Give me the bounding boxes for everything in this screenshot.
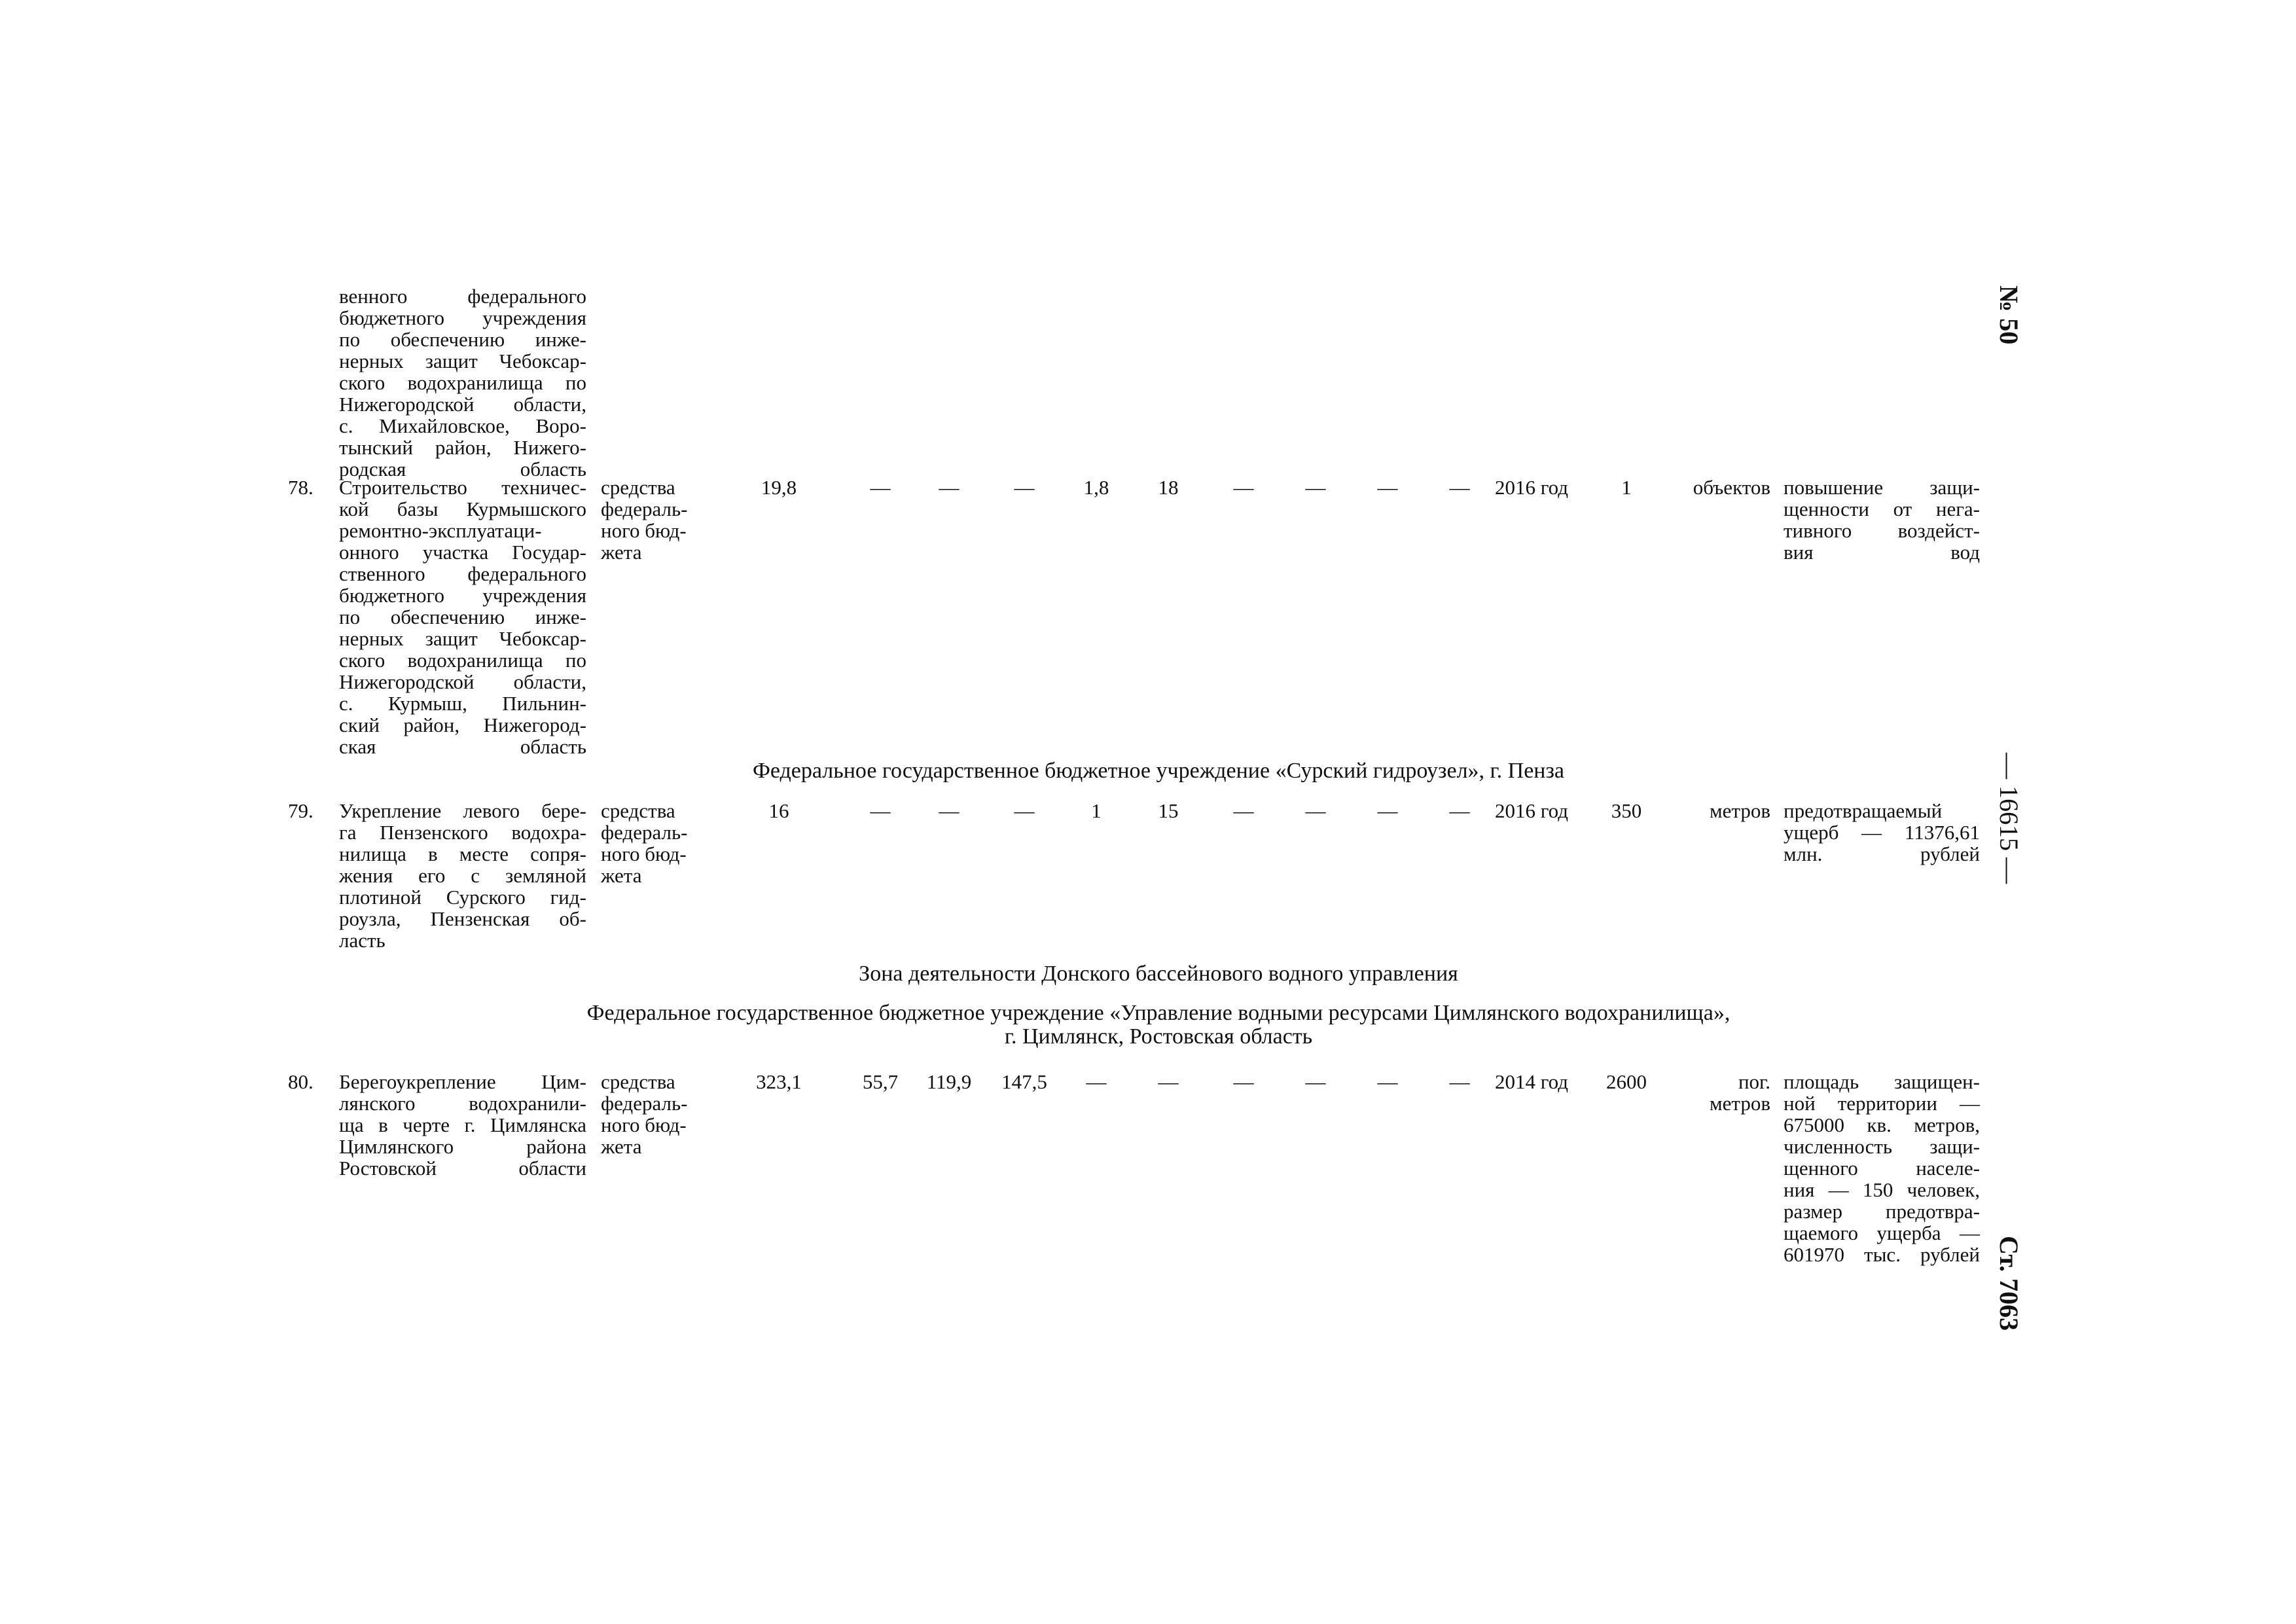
capacity-value: 1 [1621,476,1632,499]
total-value: 323,1 [756,1070,802,1093]
year-value: 119,9 [926,1070,972,1093]
year-value: — [1014,476,1035,499]
effect-description: предотвращаемый ущерб — 11376,61 млн. рублей [1784,799,1980,865]
year-value: — [1449,476,1470,499]
year-value: 55,7 [862,1070,899,1093]
section-heading-don-zone: Зона деятельности Донского бассейнового водного управления [859,962,1458,986]
page-range: — 16615 — [1994,753,2024,884]
object-name: Строительство техничес- кой базы Курмышского ремонтно-эксплуатаци- онного участка Государ- ственного федерального бюджетного учреждения по обеспечению инже- нерных защит Чебоксар- ского водохранилища по Нижегородской области, с. Курмыш, Пильнин- ский район, Нижегород- ская область [339,476,586,758]
funding-source: средства федераль- ного бюд- жета [601,476,688,564]
effect-description: площадь защищен- ной территории — 675000 кв. метров, численность защи- щенного населе- ния — 150 человек, размер предотвра- щаемого ущерба — 601970 тыс. рублей [1784,1070,1980,1266]
year-value: — [1449,799,1470,822]
capacity-value: 2600 [1606,1070,1647,1093]
year-value: — [939,476,960,499]
funding-source: средства федераль- ного бюд- жета [601,799,688,887]
capacity-unit: объектов [1693,476,1770,499]
year-value: 147,5 [1001,1070,1047,1093]
row-number: 78. [288,476,314,499]
article-number: Ст. 7063 [1994,1236,2024,1331]
total-value: 16 [768,799,789,822]
object-name: Укрепление левого бере- га Пензенского водохра- нилища в месте сопря- жения его с земляной плотиной Сурского гид- роузла, Пензенская об- ласть [339,799,586,952]
capacity-unit: пог. метров [1710,1070,1770,1115]
year-value: — [1305,799,1326,822]
year-value: — [1086,1070,1107,1093]
issue-number: № 50 [1994,285,2024,345]
year-value: — [1305,1070,1326,1093]
year-value: 15 [1158,799,1179,822]
year-value: — [1377,476,1398,499]
object-name: Берегоукрепление Цим- лянского водохранили- ща в черте г. Цимлянска Цимлянского района Ростовской области [339,1070,586,1180]
year-value: — [1305,476,1326,499]
section-heading-sura: Федеральное государственное бюджетное учреждение «Сурский гидроузел», г. Пенза [752,759,1565,783]
year-value: 1,8 [1083,476,1109,499]
capacity-value: 350 [1611,799,1642,822]
year-value: — [1233,476,1254,499]
year-value: — [1158,1070,1179,1093]
year-value: 1 [1091,799,1102,822]
section-heading-tsimlyansk-line1: Федеральное государственное бюджетное учреждение «Управление водными ресурсами Цимлянского водохранилища», [586,1001,1731,1025]
year-value: — [1449,1070,1470,1093]
commissioning-year: 2016 год [1494,476,1569,499]
funding-source: средства федераль- ного бюд- жета [601,1070,688,1158]
year-value: — [870,799,891,822]
row-number: 79. [288,799,314,822]
year-value: — [1014,799,1035,822]
commissioning-year: 2016 год [1494,799,1569,822]
capacity-unit: метров [1710,799,1770,822]
continuation-name: венного федерального бюджетного учреждения по обеспечению инже- нерных защит Чебоксар- ского водохранилища по Нижегородской области, с. Михайловское, Воро- тынский район, Нижего- родская область [339,285,586,480]
commissioning-year: 2014 год [1494,1070,1569,1093]
section-heading-tsimlyansk-line2: г. Цимлянск, Ростовская область [1004,1024,1313,1049]
year-value: — [1233,1070,1254,1093]
year-value: — [1377,1070,1398,1093]
effect-description: повышение защи- щенности от нега- тивного воздейст- вия вод [1784,476,1980,564]
row-number: 80. [288,1070,314,1093]
year-value: 18 [1158,476,1179,499]
year-value: — [870,476,891,499]
year-value: — [939,799,960,822]
year-value: — [1377,799,1398,822]
total-value: 19,8 [761,476,797,499]
year-value: — [1233,799,1254,822]
